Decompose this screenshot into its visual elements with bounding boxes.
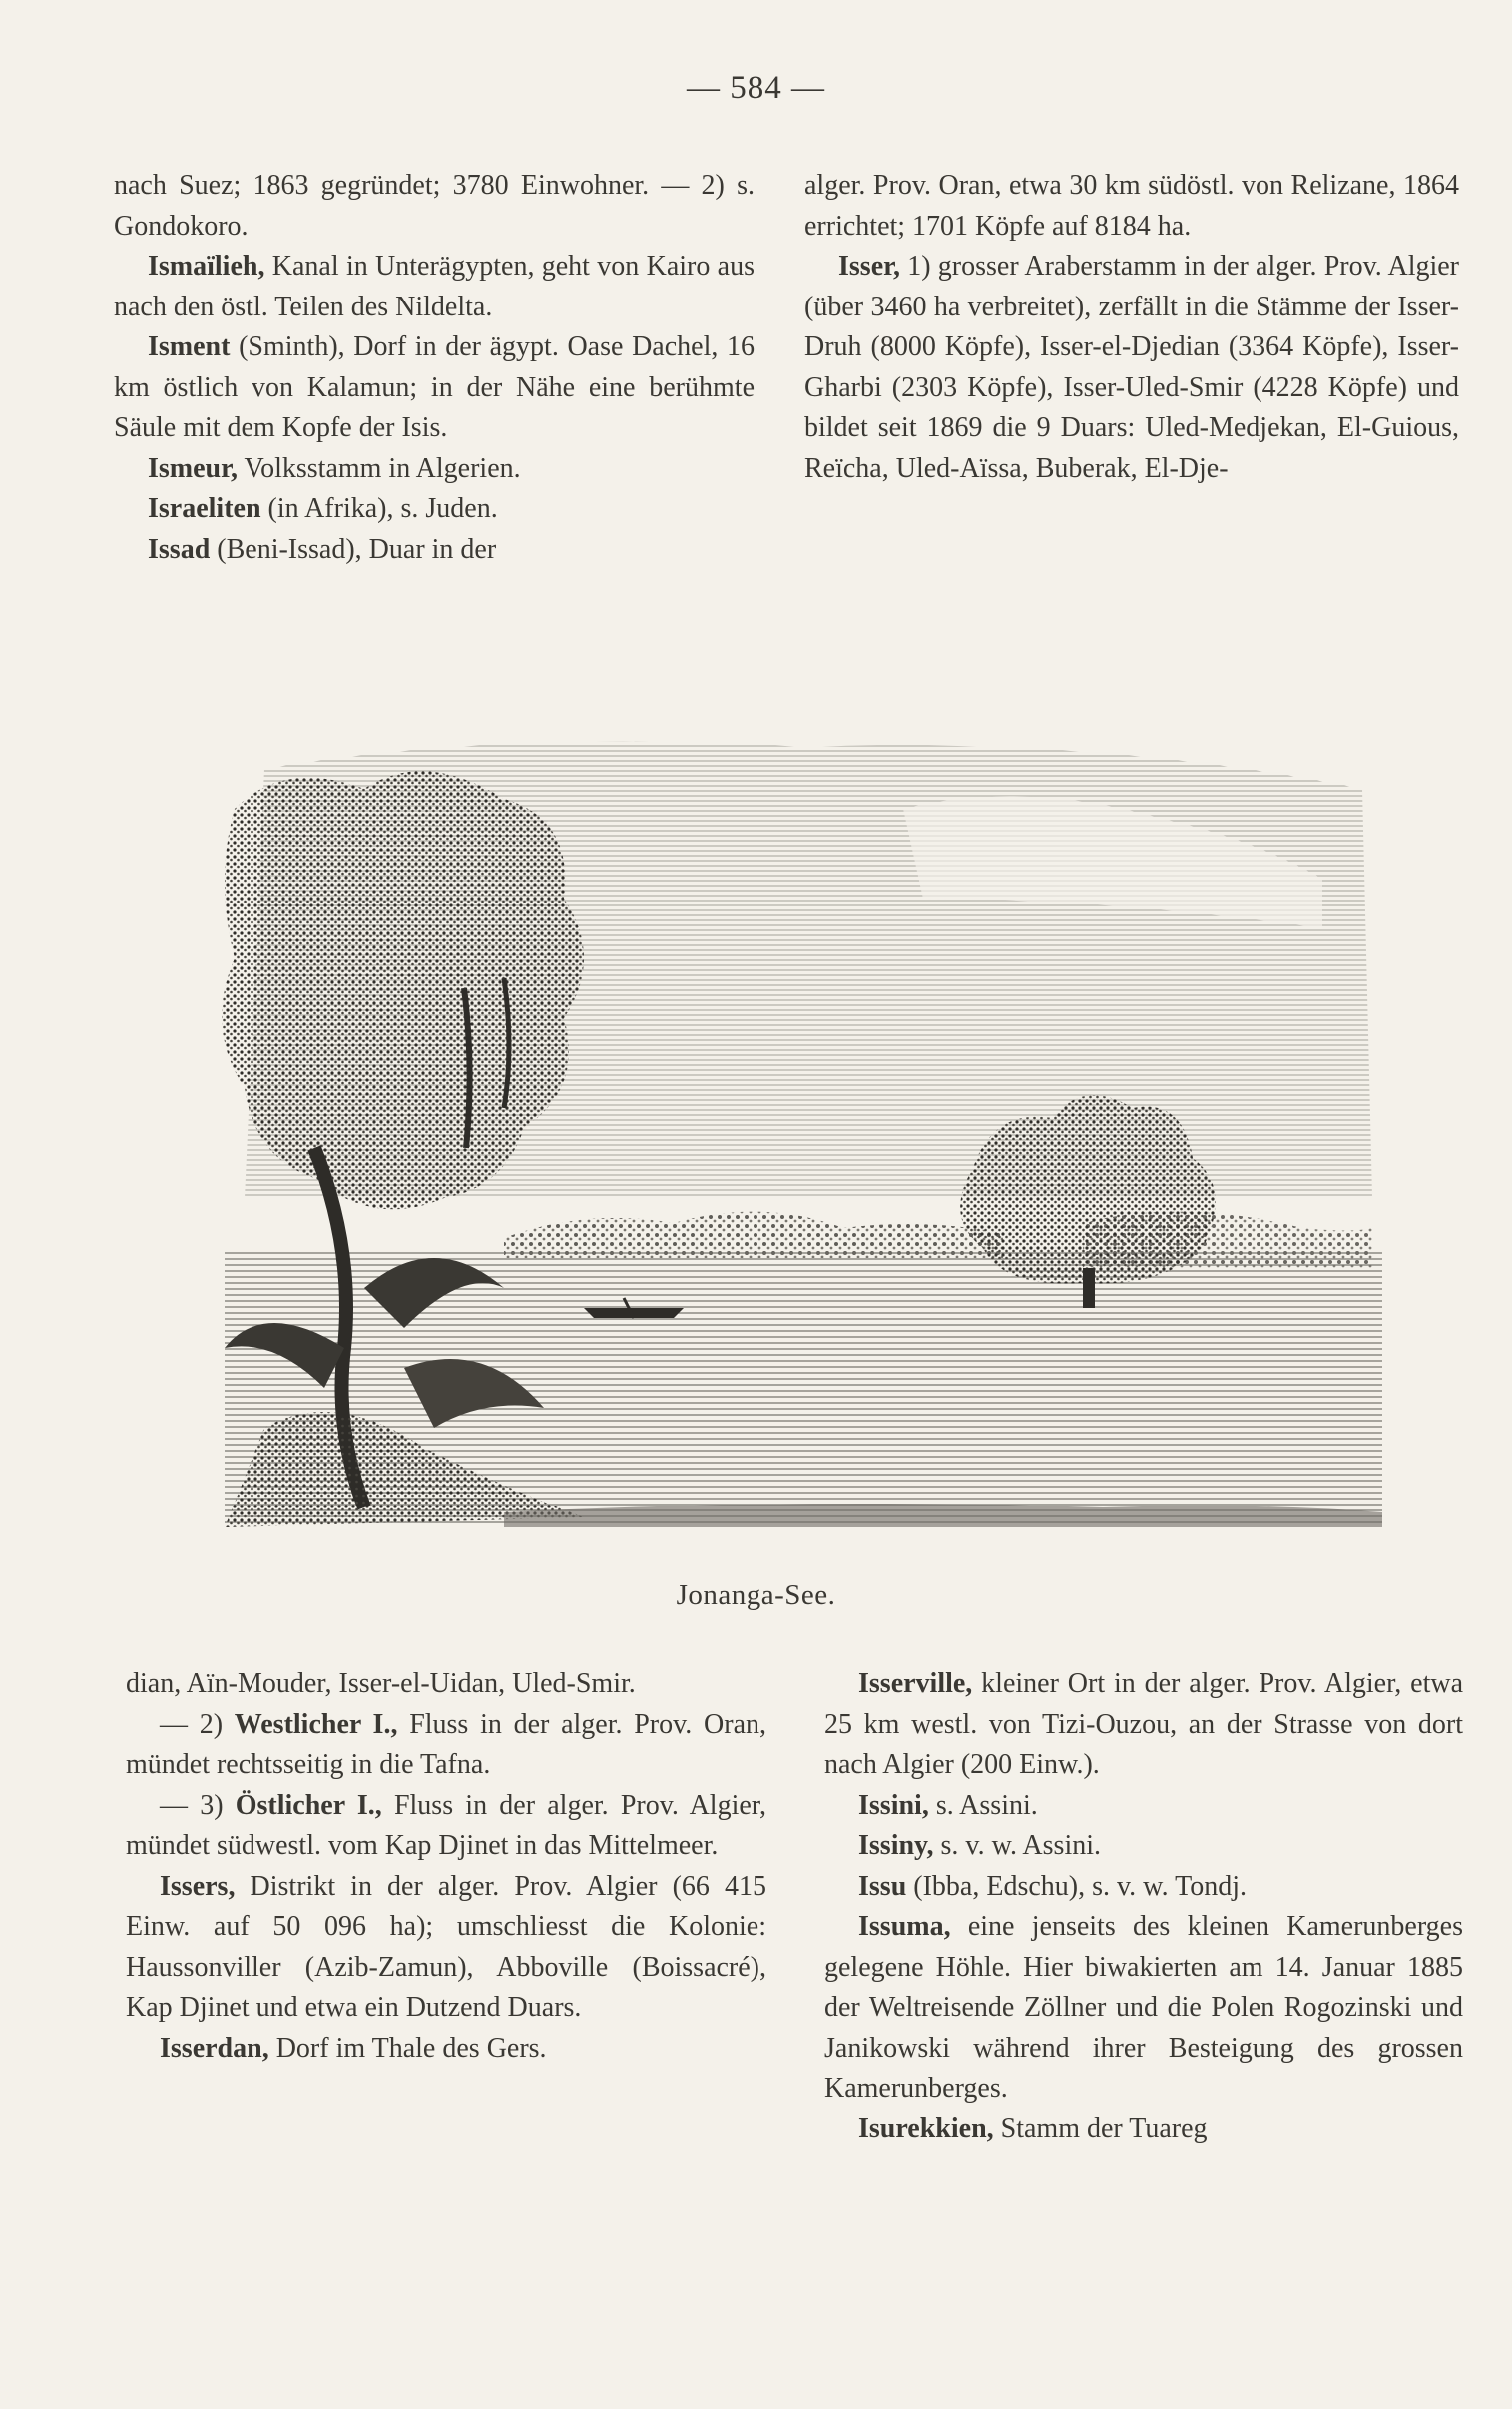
entry-head: Issiny, [858, 1830, 934, 1861]
entry-head: Östlicher I., [235, 1789, 382, 1821]
entry-text: alger. Prov. Oran, etwa 30 km südöstl. von Relizane, 1864 errichtet; 1701 Köpfe auf 8184 ha. [804, 170, 1459, 242]
entry-head: Isment [148, 331, 231, 362]
entry-head: Issini, [858, 1789, 929, 1821]
entry-westlicher-isser [126, 1705, 766, 1786]
entry-text: Distrikt in der alger. Prov. Algier (66 415 Einw. auf 50 096 ha); umschliesst die Kolonie: Haussonviller (Azib-Zamun), Abboville (Boissacré), Kap Djinet und etwa ein Dutzend Duars. [126, 1870, 766, 2023]
entry-ismailieh [114, 247, 755, 327]
entry-text: (Sminth), Dorf in der ägypt. Oase Dachel, 16 km östlich von Kalamun; in der Nähe eine berühmte Säule mit dem Kopfe der Isis. [114, 331, 755, 443]
entry-text: Fluss in der alger. Prov. Oran, mündet rechtsseitig in die Tafna. [126, 1708, 766, 1780]
entry-text: s. Assini. [928, 1789, 1038, 1821]
illustration-caption: Jonanga-See. [676, 1579, 836, 1611]
entry-text: Fluss in der alger. Prov. Algier, mündet südwestl. vom Kap Djinet in das Mittelmeer. [126, 1789, 766, 1861]
entry-text: (in Afrika), s. Juden. [260, 493, 498, 524]
entry-issad [114, 530, 755, 571]
entry-head: Isserville, [858, 1668, 973, 1699]
entry-isurekkien [824, 2109, 1463, 2150]
entry-text: kleiner Ort in der alger. Prov. Algier, etwa 25 km westl. von Tizi-Ouzou, an der Strasse von dort nach Algier (200 Einw.). [824, 1668, 1463, 1780]
entry-text: Volksstamm in Algerien. [237, 452, 521, 484]
entry-issers [126, 1867, 766, 2029]
entry-issu [824, 1867, 1463, 1908]
entry-text: Dorf im Thale des Gers. [268, 2032, 547, 2064]
entry-text: — 2) [160, 1708, 235, 1740]
entry-isserville [824, 1664, 1463, 1786]
entry-text: nach Suez; 1863 gegründet; 3780 Einwohner. — 2) s. Gondokoro. [114, 170, 755, 242]
entry-issuma [824, 1907, 1463, 2109]
column-top-left [114, 166, 755, 570]
entry-isment [114, 327, 755, 449]
entry-head: Issu [858, 1870, 907, 1902]
entry-ismeur [114, 449, 755, 490]
entry-head: Ismeur, [148, 452, 238, 484]
entry-continuation [114, 166, 755, 247]
entry-issini [824, 1786, 1463, 1827]
entry-head: Issad [148, 533, 211, 565]
page-number: — 584 — [687, 70, 825, 106]
entry-text: Kanal in Unterägypten, geht von Kairo aus nach den östl. Teilen des Nildelta. [114, 251, 755, 322]
entry-head: Ismaïlieh, [148, 251, 265, 282]
entry-head: Israeliten [148, 493, 261, 524]
entry-continuation [804, 166, 1459, 247]
entry-head: Issuma, [858, 1911, 951, 1942]
column-bottom-right [824, 1664, 1463, 2149]
entry-text: — 3) [160, 1789, 236, 1821]
entry-head: Westlicher I., [234, 1708, 398, 1740]
entry-continuation [126, 1664, 766, 1705]
entry-isser [804, 247, 1459, 489]
entry-text: (Ibba, Edschu), s. v. w. Tondj. [906, 1870, 1247, 1902]
entry-oestlicher-isser [126, 1786, 766, 1867]
column-bottom-left [126, 1664, 766, 2069]
column-top-right [804, 166, 1459, 489]
entry-text: (Beni-Issad), Duar in der [210, 533, 497, 565]
entry-head: Isurekkien, [858, 2112, 994, 2144]
entry-head: Isserdan, [160, 2032, 269, 2064]
entry-israeliten [114, 489, 755, 530]
entry-text: eine jenseits des kleinen Kamerunberges gelegene Höhle. Hier biwakierten am 14. Januar 1885 der Weltreisende Zöllner und die Polen Rogozinski und Janikowski während ihrer Besteigung des grossen Kamerunberges. [824, 1911, 1463, 2104]
entry-head: Isser, [838, 251, 900, 282]
entry-text: s. v. w. Assini. [933, 1830, 1102, 1861]
entry-text: 1) grosser Araberstamm in der alger. Prov. Algier (über 3460 ha verbreitet), zerfällt in die Stämme der Isser-Druh (8000 Köpfe), Isser-el-Djedian (3364 Köpfe), Isser-Gharbi (2303 Köpfe), Isser-Uled-Smir (4228 Köpfe) und bildet seit 1869 die 9 Duars: Uled-Medjekan, El-Guious, Reïcha, Uled-Aïssa, Buberak, El-Dje- [804, 251, 1459, 484]
entry-head: Issers, [160, 1870, 236, 1902]
lake-engraving-illustration [205, 729, 1392, 1547]
entry-isserdan [126, 2029, 766, 2070]
entry-text: dian, Aïn-Mouder, Isser-el-Uidan, Uled-Smir. [126, 1668, 636, 1699]
entry-issiny [824, 1826, 1463, 1867]
entry-text: Stamm der Tuareg [993, 2112, 1208, 2144]
